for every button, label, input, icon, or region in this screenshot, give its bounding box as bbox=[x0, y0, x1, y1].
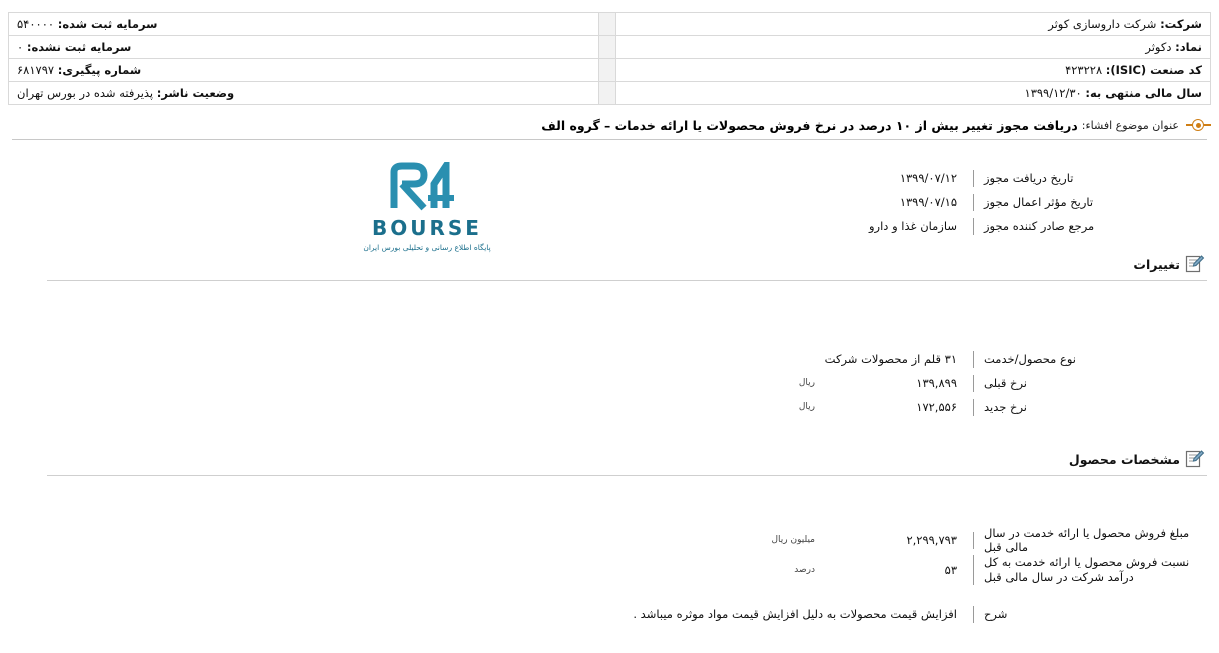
info-label: کد صنعت (ISIC): bbox=[1105, 63, 1202, 77]
info-value: شرکت داروسازی کوثر bbox=[1048, 17, 1157, 31]
field-unit: میلیون ریال bbox=[771, 535, 815, 545]
permit-effective-date-row bbox=[12, 190, 1207, 214]
field-label: تاریخ دریافت مجوز bbox=[984, 171, 1074, 185]
info-value: ۱۳۹۹/۱۲/۳۰ bbox=[1024, 86, 1082, 100]
field-unit: ریال bbox=[798, 402, 815, 412]
field-value: ۱۷۲,۵۵۶ bbox=[916, 400, 957, 414]
page-title: دریافت مجوز تغییر بیش از ۱۰ درصد در نرخ فروش محصولات یا ارائه خدمات – گروه الف bbox=[541, 117, 1078, 133]
field-unit: درصد bbox=[794, 565, 815, 575]
field-value: ۱۳۹۹/۰۷/۱۵ bbox=[899, 195, 957, 209]
info-label: نماد: bbox=[1175, 40, 1202, 54]
info-value: ۵۴۰۰۰۰ bbox=[17, 17, 55, 31]
new-price-row bbox=[12, 395, 1207, 419]
field-value: ۱۳۹,۸۹۹ bbox=[916, 376, 957, 390]
sales-ratio-row bbox=[12, 552, 1207, 588]
field-separator bbox=[973, 399, 974, 416]
info-cell-fiscal-year bbox=[616, 82, 1211, 105]
field-label: مبلغ فروش محصول یا ارائه خدمت در سال مالی قبل bbox=[984, 526, 1190, 554]
section-header bbox=[12, 449, 1207, 469]
info-cell-registered-capital bbox=[9, 13, 599, 36]
table-row bbox=[9, 59, 1211, 82]
field-unit: ریال bbox=[798, 378, 815, 388]
bourse-logo-icon bbox=[384, 162, 470, 216]
info-cell-unregistered-capital bbox=[9, 36, 599, 59]
table-row bbox=[9, 13, 1211, 36]
field-label: نرخ جدید bbox=[984, 400, 1028, 414]
sales-amount-row bbox=[12, 528, 1207, 552]
field-separator bbox=[973, 555, 974, 585]
document-body bbox=[12, 140, 1207, 626]
info-value: دکوثر bbox=[1145, 40, 1172, 54]
permit-receive-date-row bbox=[12, 166, 1207, 190]
section-product-specs bbox=[12, 449, 1207, 626]
disclosure-subject-strip bbox=[12, 114, 1207, 136]
info-cell-spacer bbox=[599, 13, 616, 36]
field-separator bbox=[973, 532, 974, 549]
info-value: ۶۸۱۷۹۷ bbox=[17, 63, 55, 77]
info-value: ۰ bbox=[17, 40, 24, 54]
field-value: سازمان غذا و دارو bbox=[869, 219, 957, 233]
field-separator bbox=[973, 351, 974, 368]
permit-info-block bbox=[12, 140, 1207, 238]
bourse-logo-subtitle: پایگاه اطلاع رسانی و تحلیلی بورس ایران bbox=[363, 243, 491, 252]
info-label: شماره پیگیری: bbox=[57, 63, 142, 77]
bourse-wordmark: BOURSE bbox=[372, 216, 482, 240]
field-label: شرح bbox=[984, 607, 1008, 621]
info-value: ۴۲۳۲۲۸ bbox=[1065, 63, 1103, 77]
field-label: تاریخ مؤثر اعمال مجوز bbox=[984, 195, 1094, 209]
section-header bbox=[12, 254, 1207, 274]
info-cell-spacer bbox=[599, 82, 616, 105]
field-value: ۵۳ bbox=[944, 563, 957, 577]
permit-issuer-row bbox=[12, 214, 1207, 238]
previous-price-row bbox=[12, 371, 1207, 395]
field-label: نرخ قبلی bbox=[984, 376, 1027, 390]
edit-pencil-icon bbox=[1185, 254, 1205, 274]
info-value: پذیرفته شده در بورس تهران bbox=[17, 86, 154, 100]
field-separator bbox=[973, 606, 974, 623]
field-value: ۲,۲۹۹,۷۹۳ bbox=[906, 533, 957, 547]
field-value: ۳۱ قلم از محصولات شرکت bbox=[824, 352, 957, 366]
product-specs-rows bbox=[12, 490, 1207, 626]
info-cell-spacer bbox=[599, 36, 616, 59]
field-separator bbox=[973, 170, 974, 187]
info-cell-tracking-number bbox=[9, 59, 599, 82]
company-info-table bbox=[8, 12, 1211, 105]
table-row bbox=[9, 82, 1211, 105]
bourse-logo bbox=[342, 162, 512, 252]
section-changes bbox=[12, 254, 1207, 419]
section-divider bbox=[47, 280, 1207, 281]
info-cell-issuer-status bbox=[9, 82, 599, 105]
field-separator bbox=[973, 194, 974, 211]
info-cell-spacer bbox=[599, 59, 616, 82]
section-divider bbox=[47, 475, 1207, 476]
edit-pencil-icon bbox=[1185, 449, 1205, 469]
info-label: وضعیت ناشر: bbox=[156, 86, 235, 100]
field-value: ۱۳۹۹/۰۷/۱۲ bbox=[899, 171, 957, 185]
field-label: مرجع صادر کننده مجوز bbox=[984, 219, 1095, 233]
field-label: نسبت فروش محصول یا ارائه خدمت به کل درآمد شرکت در سال مالی قبل bbox=[984, 555, 1190, 584]
field-value: افزایش قیمت محصولات به دلیل افزایش قیمت مواد موثره میباشد . bbox=[633, 607, 957, 621]
info-label: سرمایه ثبت شده: bbox=[57, 17, 158, 31]
field-separator bbox=[973, 375, 974, 392]
field-separator bbox=[973, 218, 974, 235]
description-row bbox=[12, 602, 1207, 626]
info-label: شرکت: bbox=[1160, 17, 1202, 31]
target-bullet-icon bbox=[1189, 116, 1207, 134]
changes-rows bbox=[12, 295, 1207, 419]
info-cell-company bbox=[616, 13, 1211, 36]
info-label: سال مالی منتهی به: bbox=[1085, 86, 1202, 100]
product-type-row bbox=[12, 347, 1207, 371]
field-label: نوع محصول/خدمت bbox=[984, 352, 1076, 366]
info-label: سرمایه ثبت نشده: bbox=[26, 40, 132, 54]
info-cell-isic bbox=[616, 59, 1211, 82]
table-row bbox=[9, 36, 1211, 59]
disclosure-subject-label: عنوان موضوع افشاء: bbox=[1081, 118, 1179, 132]
section-title: مشخصات محصول bbox=[1068, 451, 1180, 467]
section-title: تغییرات bbox=[1133, 256, 1180, 272]
info-cell-symbol bbox=[616, 36, 1211, 59]
